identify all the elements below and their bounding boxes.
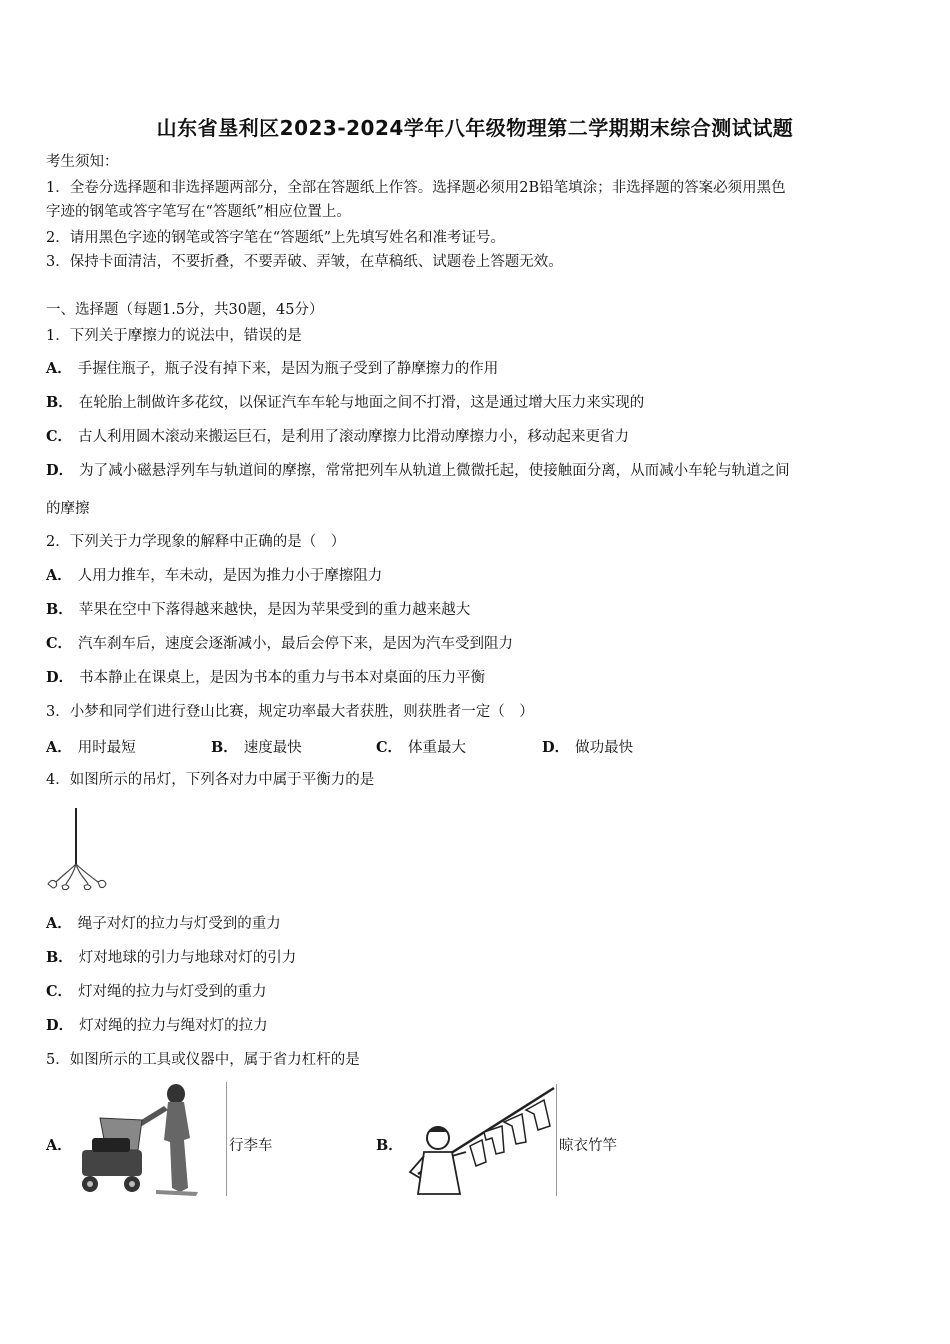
luggage-top	[92, 1138, 130, 1152]
chandelier-arms	[56, 864, 98, 884]
option-label: D．	[46, 669, 74, 686]
luggage-cart-figure	[72, 1080, 222, 1196]
notice-item: 字迹的钢笔或答字笔写在“答题纸”相应位置上。	[46, 204, 351, 220]
option-text: 手握住瓶子，瓶子没有掉下来，是因为瓶子受到了静摩擦力的作用	[77, 361, 499, 377]
q1-option-d-continuation: 的摩擦	[46, 501, 90, 517]
option-label: B．	[211, 739, 238, 756]
option-text: 绳子对灯的拉力与灯受到的重力	[77, 916, 281, 932]
option-text: 为了减小磁悬浮列车与轨道间的摩擦，常常把列车从轨道上微微托起，使接触面分离，从而减小车轮与轨道之间	[79, 463, 790, 479]
option-text: 做功最快	[575, 740, 634, 756]
q5-option-a-label[interactable]: A．	[46, 1137, 72, 1154]
option-text: 古人利用圆木滚动来搬运巨石，是利用了滚动摩擦力比滑动摩擦力小，移动起来更省力	[78, 429, 630, 445]
q4-option-b[interactable]	[46, 948, 296, 968]
option-text: 灯对绳的拉力与灯受到的重力	[78, 984, 267, 1000]
option-label: D．	[46, 1017, 74, 1034]
notice-heading: 考生须知：	[46, 154, 119, 170]
option-text: 体重最大	[408, 740, 467, 756]
q2-option-c[interactable]	[46, 634, 513, 654]
page-title: 山东省垦利区2023-2024学年八年级物理第二学期期末综合测试试题	[156, 116, 794, 140]
option-text: 灯对绳的拉力与绳对灯的拉力	[79, 1018, 268, 1034]
option-text: 书本静止在课桌上，是因为书本的重力与书本对桌面的压力平衡	[79, 670, 486, 686]
q3-option-d[interactable]	[542, 736, 633, 757]
clothes-pole-figure	[404, 1082, 556, 1198]
q3-options-row	[46, 736, 906, 756]
option-text: 人用力推车，车未动，是因为推力小于摩擦阻力	[77, 568, 383, 584]
figure-divider	[556, 1084, 557, 1196]
option-label: A．	[46, 915, 72, 932]
q4-option-d[interactable]	[46, 1016, 268, 1036]
notice-item: 1．全卷分选择题和非选择题两部分，全部在答题纸上作答。选择题必须用2B铅笔填涂；非选择题的答案必须用黑色	[46, 180, 786, 196]
q5-option-b-label[interactable]: B．	[376, 1137, 403, 1154]
q1-option-c[interactable]	[46, 427, 629, 447]
option-label: C．	[376, 739, 403, 756]
option-text: 在轮胎上制做许多花纹，以保证汽车车轮与地面之间不打滑，这是通过增大压力来实现的	[78, 395, 645, 411]
notice-item: 3．保持卡面清洁，不要折叠，不要弄破、弄皱，在草稿纸、试题卷上答题无效。	[46, 254, 563, 270]
q4-option-a[interactable]	[46, 914, 281, 934]
q2-option-a[interactable]	[46, 566, 382, 586]
q1-option-b[interactable]	[46, 393, 644, 413]
cart-wheel-hub	[129, 1181, 135, 1187]
question-3-stem: 3．小梦和同学们进行登山比赛，规定功率最大者获胜，则获胜者一定（ ）	[46, 704, 534, 720]
question-1-stem: 1．下列关于摩擦力的说法中，错误的是	[46, 328, 302, 344]
option-label: C．	[46, 428, 73, 445]
q3-option-a[interactable]	[46, 736, 136, 757]
luggage-stack	[82, 1150, 142, 1176]
q5-option-b-text: 晾衣竹竿	[559, 1138, 617, 1154]
option-label: B．	[46, 601, 73, 618]
option-text: 苹果在空中下落得越来越快，是因为苹果受到的重力越来越大	[78, 602, 471, 618]
figure-divider	[226, 1082, 227, 1196]
q1-option-a[interactable]	[46, 359, 498, 379]
q4-option-c[interactable]	[46, 982, 267, 1002]
notice-item: 2．请用黑色字迹的钢笔或答字笔在“答题纸”上先填写姓名和准考证号。	[46, 230, 506, 246]
person-hair	[429, 1126, 447, 1132]
cart-wheel-hub	[87, 1181, 93, 1187]
option-label: D．	[542, 739, 570, 756]
option-label: C．	[46, 983, 73, 1000]
chandelier-figure	[44, 806, 110, 902]
shirt-4	[470, 1140, 486, 1166]
q3-option-b[interactable]	[211, 736, 302, 757]
option-label: A．	[46, 567, 72, 584]
option-label: C．	[46, 635, 73, 652]
option-label: A．	[46, 360, 72, 377]
option-label: B．	[46, 394, 73, 411]
q5-option-a-text: 行李车	[229, 1138, 273, 1154]
option-text: 速度最快	[243, 740, 302, 756]
option-label: B．	[46, 949, 73, 966]
person-head	[167, 1084, 185, 1104]
question-2-stem: 2．下列关于力学现象的解释中正确的是（ ）	[46, 534, 346, 550]
q1-option-d[interactable]	[46, 461, 790, 481]
person-arm	[138, 1106, 168, 1126]
option-text: 汽车刹车后，速度会逐渐减小，最后会停下来，是因为汽车受到阻力	[78, 636, 514, 652]
option-text: 用时最短	[77, 740, 136, 756]
q3-option-c[interactable]	[376, 736, 466, 757]
person-body	[418, 1152, 460, 1194]
question-4-stem: 4．如图所示的吊灯，下列各对力中属于平衡力的是	[46, 772, 375, 788]
q2-option-b[interactable]	[46, 600, 470, 620]
q2-option-d[interactable]	[46, 668, 485, 688]
option-label: D．	[46, 462, 74, 479]
option-label: A．	[46, 739, 72, 756]
section-heading: 一、选择题（每题1.5分，共30题，45分）	[46, 302, 324, 318]
person-shoes	[156, 1190, 198, 1196]
person-body	[164, 1102, 190, 1192]
question-5-stem: 5．如图所示的工具或仪器中，属于省力杠杆的是	[46, 1052, 360, 1068]
option-text: 灯对地球的引力与地球对灯的引力	[78, 950, 297, 966]
